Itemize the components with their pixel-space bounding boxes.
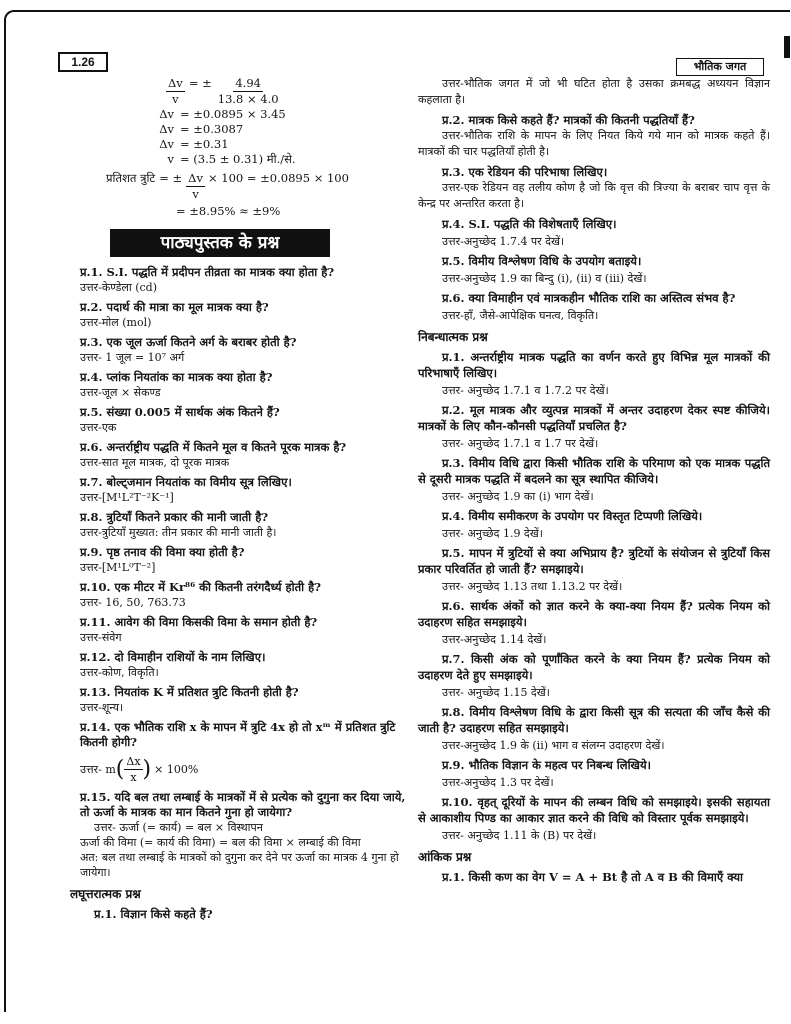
short-answer-2: उत्तर-भौतिक राशि के मापन के लिए नियत किये गये मान को मात्रक कहते हैं। मात्रकों की चार पद्धतियाँ होती है। [418,129,770,158]
essay-question: प्र.4. विमीय समीकरण के उपयोग पर विस्तृत टिप्पणी लिखिये। [442,509,703,523]
short-question-3: प्र.3. एक रेडियन की परिभाषा लिखिए। [442,165,608,179]
corner-mark [784,36,790,58]
percent-fraction [186,171,205,202]
answer: उत्तर-कोण, विकृति। [80,666,159,679]
calc-lhs: Δv [159,107,174,121]
essay-answer: उत्तर-अनुच्छेद 1.14 देखें। [442,633,547,646]
essay-questions [418,349,770,843]
answer: उत्तर- 16, 50, 763.73 [80,596,186,609]
paren-close: ) [142,756,152,782]
percent-error-row [106,171,410,202]
question: प्र.13. नियतांक K में प्रतिशत त्रुटि कितनी होती है? [80,685,299,699]
right-column [418,76,770,885]
fraction-den: 13.8 × 4.0 [217,92,279,106]
running-header: भौतिक जगत [676,58,764,76]
fraction-den: x [130,771,137,784]
left-column [70,76,410,922]
calc-row [116,152,410,167]
answer: उत्तर-त्रुटियाँ मुख्यत: तीन प्रकार की मानी जाती है। [80,526,277,539]
question: प्र.2. पदार्थ की मात्रा का मूल मात्रक क्या है? [80,300,269,314]
question: प्र.11. आवेग की विमा किसकी विमा के समान होती है? [80,615,318,629]
essay-question: प्र.6. सार्थक अंकों को ज्ञात करने के क्या-क्या नियम हैं? प्रत्येक नियम को उदाहरण सहित समझाइये। [418,599,770,629]
calc-prefix: = ± [188,76,212,90]
question: प्र.7. बोल्ट्जमान नियतांक का विमीय सूत्र लिखिए। [80,475,292,489]
calc-lhs: Δv [159,137,174,151]
answer-15-line1: उत्तर- ऊर्जा (= कार्य) = बल × विस्थापन [94,821,263,834]
page-number: 1.26 [58,52,108,72]
answer-14 [70,754,410,785]
short-answer-5: उत्तर-अनुच्छेद 1.9 का बिन्दु (i), (ii) व (iii) देखें। [442,272,647,285]
calc-rhs: = ±0.31 [180,137,229,151]
essay-answer: उत्तर- अनुच्छेद 1.13 तथा 1.13.2 पर देखें। [442,580,623,593]
essay-answer: उत्तर-अनुच्छेद 1.9 के (ii) भाग व संलग्न उदाहरण देखें। [442,739,665,752]
question: प्र.3. एक जूल ऊर्जा कितने अर्ग के बराबर होती है? [80,335,297,349]
essay-question: प्र.8. विमीय विश्लेषण विधि के द्वारा किसी सूत्र की सत्यता की जाँच कैसे की जाती है? उदाहरण सहित समझाइये। [418,705,770,735]
answer-14-fraction [124,754,142,785]
answer-15-line3: अत: बल तथा लम्बाई के मात्रकों को दुगुना कर देने पर ऊर्जा का मात्रक 4 गुना हो जायेगा। [80,851,399,879]
question: प्र.12. दो विमाहीन राशियों के नाम लिखिए। [80,650,266,664]
fraction-num: Δv [168,76,183,90]
question: प्र.5. संख्या 0.005 में सार्थक अंक कितने हैं? [80,405,280,419]
dv-by-v-fraction [166,76,185,107]
numeric-question-1: प्र.1. किसी कण का वेग V = A + Bt है तो A व B की विमाएँ क्या [442,870,744,884]
essay-question: प्र.7. किसी अंक को पूर्णांकित करने के क्या नियम हैं? प्रत्येक नियम को उदाहरण देते हुए समझाइये। [418,652,770,682]
short-answer-6: उत्तर-हाँ, जैसे-आपेक्षिक घनत्व, विकृति। [442,309,599,322]
answer-15-line2: ऊर्जा की विमा (= कार्य की विमा) = बल की विमा × लम्बाई की विमा [80,836,361,849]
short-answer-heading: लघूत्तरात्मक प्रश्न [70,887,141,901]
question-14: प्र.14. एक भौतिक राशि x के मापन में त्रुटि 4x हो तो xᵐ में प्रतिशत त्रुटि कितनी होगी? [80,720,396,749]
fraction-num: Δv [188,171,203,185]
essay-answer: उत्तर- अनुच्छेद 1.11 के (B) पर देखें। [442,829,597,842]
calc-suffix: × 100 = ±0.0895 × 100 [207,171,349,185]
calc-row [116,122,410,137]
question: प्र.10. एक मीटर में Kr⁸⁶ की कितनी तरंगदैर्ध्य होती है? [80,580,321,594]
essay-answer: उत्तर- अनुच्छेद 1.15 देखें। [442,686,550,699]
essay-question: प्र.3. विमीय विधि द्वारा किसी भौतिक राशि के परिमाण को एक मात्रक पद्धति से दूसरी मात्रक पद्धति में बदलने का सूत्र स्थापित कीजिये। [418,456,770,486]
answer: उत्तर-संवेग [80,631,122,644]
fraction-den: v [172,92,179,106]
short-answer-3: उत्तर-एक रेडियन वह तलीय कोण है जो कि वृत्त की त्रिज्या के बराबर चाप वृत्त के केन्द्र पर अन्तरित करता है। [418,181,770,210]
textbook-questions [70,265,410,922]
calc-lhs: v [167,152,174,166]
short-question-2: प्र.2. मात्रक किसे कहते हैं? मात्रकों की कितनी पद्धतियाँ हैं? [442,113,695,127]
answer-14-prefix: उत्तर- m [80,763,116,776]
question: प्र.9. पृष्ठ तनाव की विमा क्या होती है? [80,545,245,559]
answer: उत्तर-जूल × सेकण्ड [80,386,161,399]
short-answer-4: उत्तर-अनुच्छेद 1.7.4 पर देखें। [442,235,565,248]
fraction-num: Δx [126,755,141,768]
short-question-4: प्र.4. S.I. पद्धति की विशेषताएँ लिखिए। [442,217,617,231]
essay-question: प्र.1. अन्तर्राष्ट्रीय मात्रक पद्धति का वर्णन करते हुए विभिन्न मूल मात्रकों की परिभाषाएँ लिखिए। [418,350,770,380]
essay-question: प्र.5. मापन में त्रुटियों से क्या अभिप्राय है? त्रुटियों के संयोजन से त्रुटियाँ किस प्रकार परिवर्तित हो जाती हैं? समझाइये। [418,546,770,576]
calc-fraction [216,76,281,107]
essay-answer: उत्तर- अनुच्छेद 1.9 का (i) भाग देखें। [442,490,594,503]
answer-14-suffix: × 100% [154,763,199,776]
question: प्र.8. त्रुटियाँ कितने प्रकार की मानी जाती है? [80,510,269,524]
essay-heading: निबन्धात्मक प्रश्न [418,330,488,344]
question: प्र.1. S.I. पद्धति में प्रदीपन तीव्रता का मात्रक क्या होता है? [80,265,335,279]
essay-answer: उत्तर- अनुच्छेद 1.7.1 व 1.7 पर देखें। [442,437,599,450]
calc-rhs: = ±0.0895 × 3.45 [180,107,286,121]
section-title: पाठ्यपुस्तक के प्रश्न [110,229,330,257]
question: प्र.6. अन्तर्राष्ट्रीय पद्धति में कितने मूल व कितने पूरक मात्रक है? [80,440,347,454]
answer: उत्तर-[M¹L²T⁻²K⁻¹] [80,491,174,504]
fraction-den: v [192,187,199,201]
calc-rhs: = (3.5 ± 0.31) मी./से. [180,152,296,166]
question: प्र.4. प्लांक नियतांक का मात्रक क्या होता है? [80,370,273,384]
calc-prefix: = ± [159,171,183,185]
answer: उत्तर-सात मूल मात्रक, दो पूरक मात्रक [80,456,230,469]
fraction-num: 4.94 [235,76,261,90]
calc-row [116,137,410,152]
essay-answer: उत्तर-अनुच्छेद 1.3 पर देखें। [442,776,554,789]
calc-lhs: Δv [159,122,174,136]
calculation-block [70,76,410,219]
essay-question: प्र.9. भौतिक विज्ञान के महत्व पर निबन्ध लिखिये। [442,758,651,772]
answer: उत्तर-शून्य। [80,701,124,714]
question-15: प्र.15. यदि बल तथा लम्बाई के मात्रकों में से प्रत्येक को दुगुना कर दिया जाये, तो ऊर्जा के मात्रक का मान कितने गुना हो जायेगा? [80,790,406,819]
percent-error-result: = ±8.95% ≈ ±9% [176,204,281,218]
answer: उत्तर-मोल (mol) [80,316,152,329]
short-question-6: प्र.6. क्या विमाहीन एवं मात्रकहीन भौतिक राशि का अस्तित्व संभव है? [442,291,736,305]
answer: उत्तर- 1 जूल = 10⁷ अर्ग [80,351,185,364]
answer: उत्तर-केण्डेला (cd) [80,281,157,294]
essay-answer: उत्तर- अनुच्छेद 1.9 देखें। [442,527,543,540]
calc-rhs: = ±0.3087 [180,122,244,136]
essay-answer: उत्तर- अनुच्छेद 1.7.1 व 1.7.2 पर देखें। [442,384,609,397]
answer: उत्तर-एक [80,421,117,434]
percent-error-label: प्रतिशत त्रुटि [106,171,156,185]
paren-open: ( [115,756,125,782]
short-question-1: प्र.1. विज्ञान किसे कहते हैं? [94,907,213,921]
essay-question: प्र.2. मूल मात्रक और व्युत्पन्न मात्रकों में अन्तर उदाहरण देकर स्पष्ट कीजिये। मात्रकों के लिए कौन-कौनसी पद्धतियाँ प्रचलित है? [418,403,770,433]
answer: उत्तर-[M¹L⁰T⁻²] [80,561,156,574]
numeric-heading: आंकिक प्रश्न [418,850,472,864]
essay-question: प्र.10. वृहत् दूरियों के मापन की लम्बन विधि को समझाइये। इसकी सहायता से आकाशीय पिण्ड का आकार ज्ञात करने की विधि को विस्तार पूर्वक समझाइये। [418,795,770,825]
calc-row [116,107,410,122]
short-answer-1: उत्तर-भौतिक जगत में जो भी घटित होता है उसका क्रमबद्ध अध्ययन विज्ञान कहलाता है। [418,77,770,106]
short-question-5: प्र.5. विमीय विश्लेषण विधि के उपयोग बताइये। [442,254,642,268]
